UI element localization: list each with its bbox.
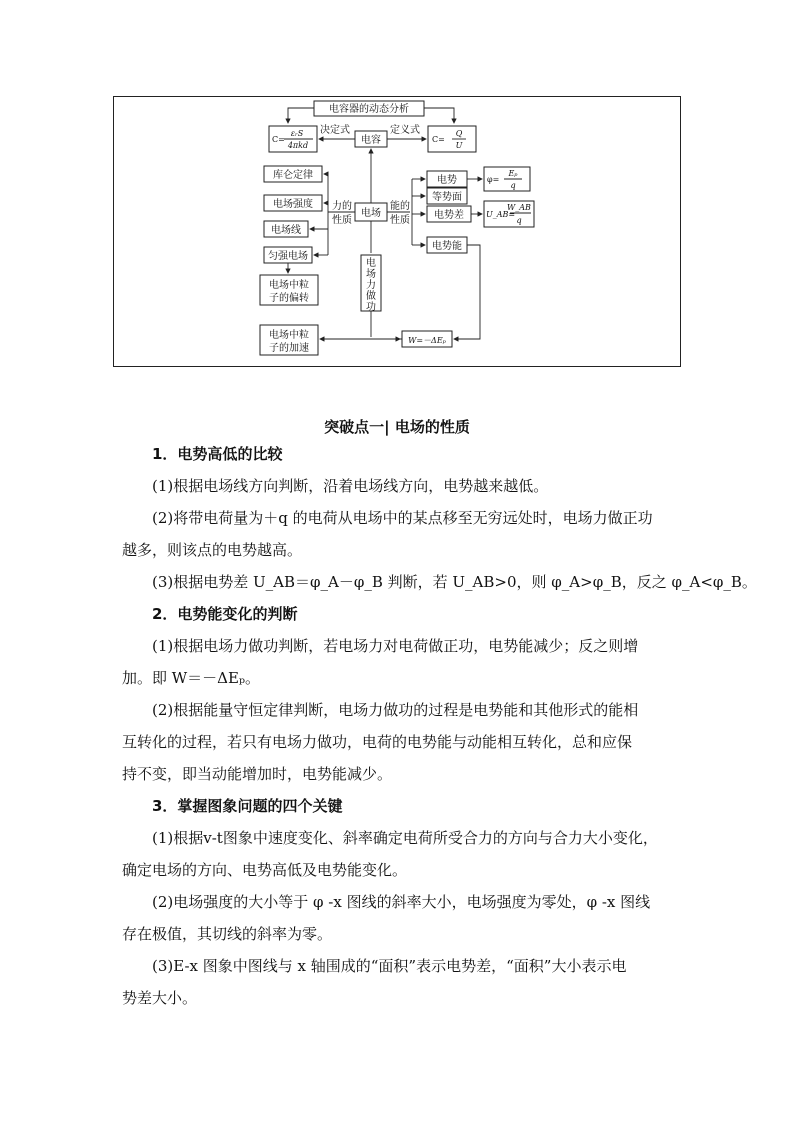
- potential-diff-formula-denominator: q: [516, 216, 522, 225]
- cap-left-numerator: εᵣS: [290, 129, 304, 138]
- field-strength-label: 电场强度: [273, 199, 313, 210]
- field-work-char-5: 功: [366, 302, 376, 313]
- potential-difference-label: 电势差: [434, 210, 464, 221]
- force-property-label-1: 力的: [332, 201, 352, 212]
- equipotential-label: 等势面: [432, 192, 462, 203]
- paragraph-4-line-1: (1)根据电场力做功判断，若电场力对电荷做正功，电势能减少；反之则增: [152, 637, 639, 655]
- paragraph-5-line-3: 持不变，即当动能增加时，电势能减少。: [122, 765, 393, 783]
- potential-formula-denominator: q: [510, 181, 516, 190]
- work-energy-formula-label: W=－ΔEₚ: [408, 336, 446, 345]
- particle-acceleration-line-2: 子的加速: [269, 343, 309, 354]
- paragraph-5-line-1: (2)根据能量守恒定律判断，电场力做功的过程是电势能和其他形式的能相: [152, 701, 639, 719]
- energy-property-label-1: 能的: [390, 201, 410, 212]
- paragraph-2-line-1: (2)将带电荷量为＋q 的电荷从电场中的某点移至无穷远处时，电场力做正功: [152, 509, 653, 527]
- paragraph-6-line-2: 确定电场的方向、电势高低及电势能变化。: [122, 861, 408, 879]
- energy-property-label-2: 性质: [390, 215, 410, 226]
- potential-formula-numerator: Eₚ: [508, 169, 518, 178]
- heading-graph-keys: 3．掌握图象问题的四个关键: [152, 797, 343, 815]
- particle-deflection-line-1: 电场中粒: [269, 280, 309, 291]
- paragraph-3: (3)根据电势差 U_AB＝φ_A－φ_B 判断，若 U_AB>0，则 φ_A>φ_B，反之 φ_A<φ_B。: [152, 573, 757, 591]
- field-work-char-3: 力: [366, 280, 376, 291]
- decisive-formula-label: 决定式: [320, 125, 350, 136]
- potential-diff-formula-numerator: W_AB: [507, 203, 531, 212]
- force-property-label-2: 性质: [332, 215, 352, 226]
- field-work-char-2: 场: [366, 269, 376, 280]
- particle-deflection-line-2: 子的偏转: [269, 293, 309, 304]
- paragraph-2-line-2: 越多，则该点的电势越高。: [122, 541, 303, 559]
- cap-left-denominator: 4πkd: [287, 141, 309, 150]
- paragraph-1: (1)根据电场线方向判断，沿着电场线方向，电势越来越低。: [152, 477, 549, 495]
- potential-diff-formula-prefix: U_AB=: [486, 210, 516, 219]
- paragraph-5-line-2: 互转化的过程，若只有电场力做功，电荷的电势能与动能相互转化，总和应保: [122, 733, 633, 751]
- potential-energy-label: 电势能: [432, 241, 462, 252]
- electric-field-center-label: 电场: [361, 208, 381, 219]
- definition-formula-label: 定义式: [390, 125, 420, 136]
- paragraph-8-line-1: (3)E-x 图象中图线与 x 轴围成的“面积”表示电势差，“面积”大小表示电: [152, 957, 627, 975]
- paragraph-6-line-1: (1)根据v-t图象中速度变化、斜率确定电荷所受合力的方向与合力大小变化，: [152, 829, 658, 847]
- diagram-top-label: 电容器的动态分析: [329, 104, 409, 115]
- paragraph-7-line-1: (2)电场强度的大小等于 φ -x 图线的斜率大小，电场强度为零处，φ -x 图线: [152, 893, 651, 911]
- cap-right-prefix: C=: [432, 135, 445, 144]
- section-title: 突破点一| 电场的性质: [324, 418, 470, 436]
- concept-diagram: [113, 96, 681, 367]
- field-line-label: 电场线: [271, 225, 301, 236]
- particle-acceleration-line-1: 电场中粒: [269, 330, 309, 341]
- field-work-char-1: 电: [366, 258, 376, 269]
- paragraph-7-line-2: 存在极值，其切线的斜率为零。: [122, 925, 333, 943]
- heading-potential-comparison: 1．电势高低的比较: [152, 445, 283, 463]
- heading-energy-change: 2．电势能变化的判断: [152, 605, 298, 623]
- paragraph-8-line-2: 势差大小。: [122, 989, 198, 1007]
- cap-right-denominator: U: [455, 141, 463, 150]
- paragraph-4-line-2: 加。即 W＝－ΔEₚ。: [122, 669, 260, 687]
- potential-formula-prefix: φ=: [487, 175, 500, 184]
- capacitance-label: 电容: [361, 135, 381, 146]
- uniform-field-label: 匀强电场: [268, 251, 308, 262]
- potential-label: 电势: [437, 175, 457, 186]
- cap-right-numerator: Q: [455, 129, 463, 138]
- field-work-char-4: 做: [366, 291, 376, 302]
- coulomb-law-label: 库仑定律: [273, 170, 313, 181]
- concept-map-svg: [114, 97, 680, 366]
- cap-left-prefix: C=: [272, 135, 285, 144]
